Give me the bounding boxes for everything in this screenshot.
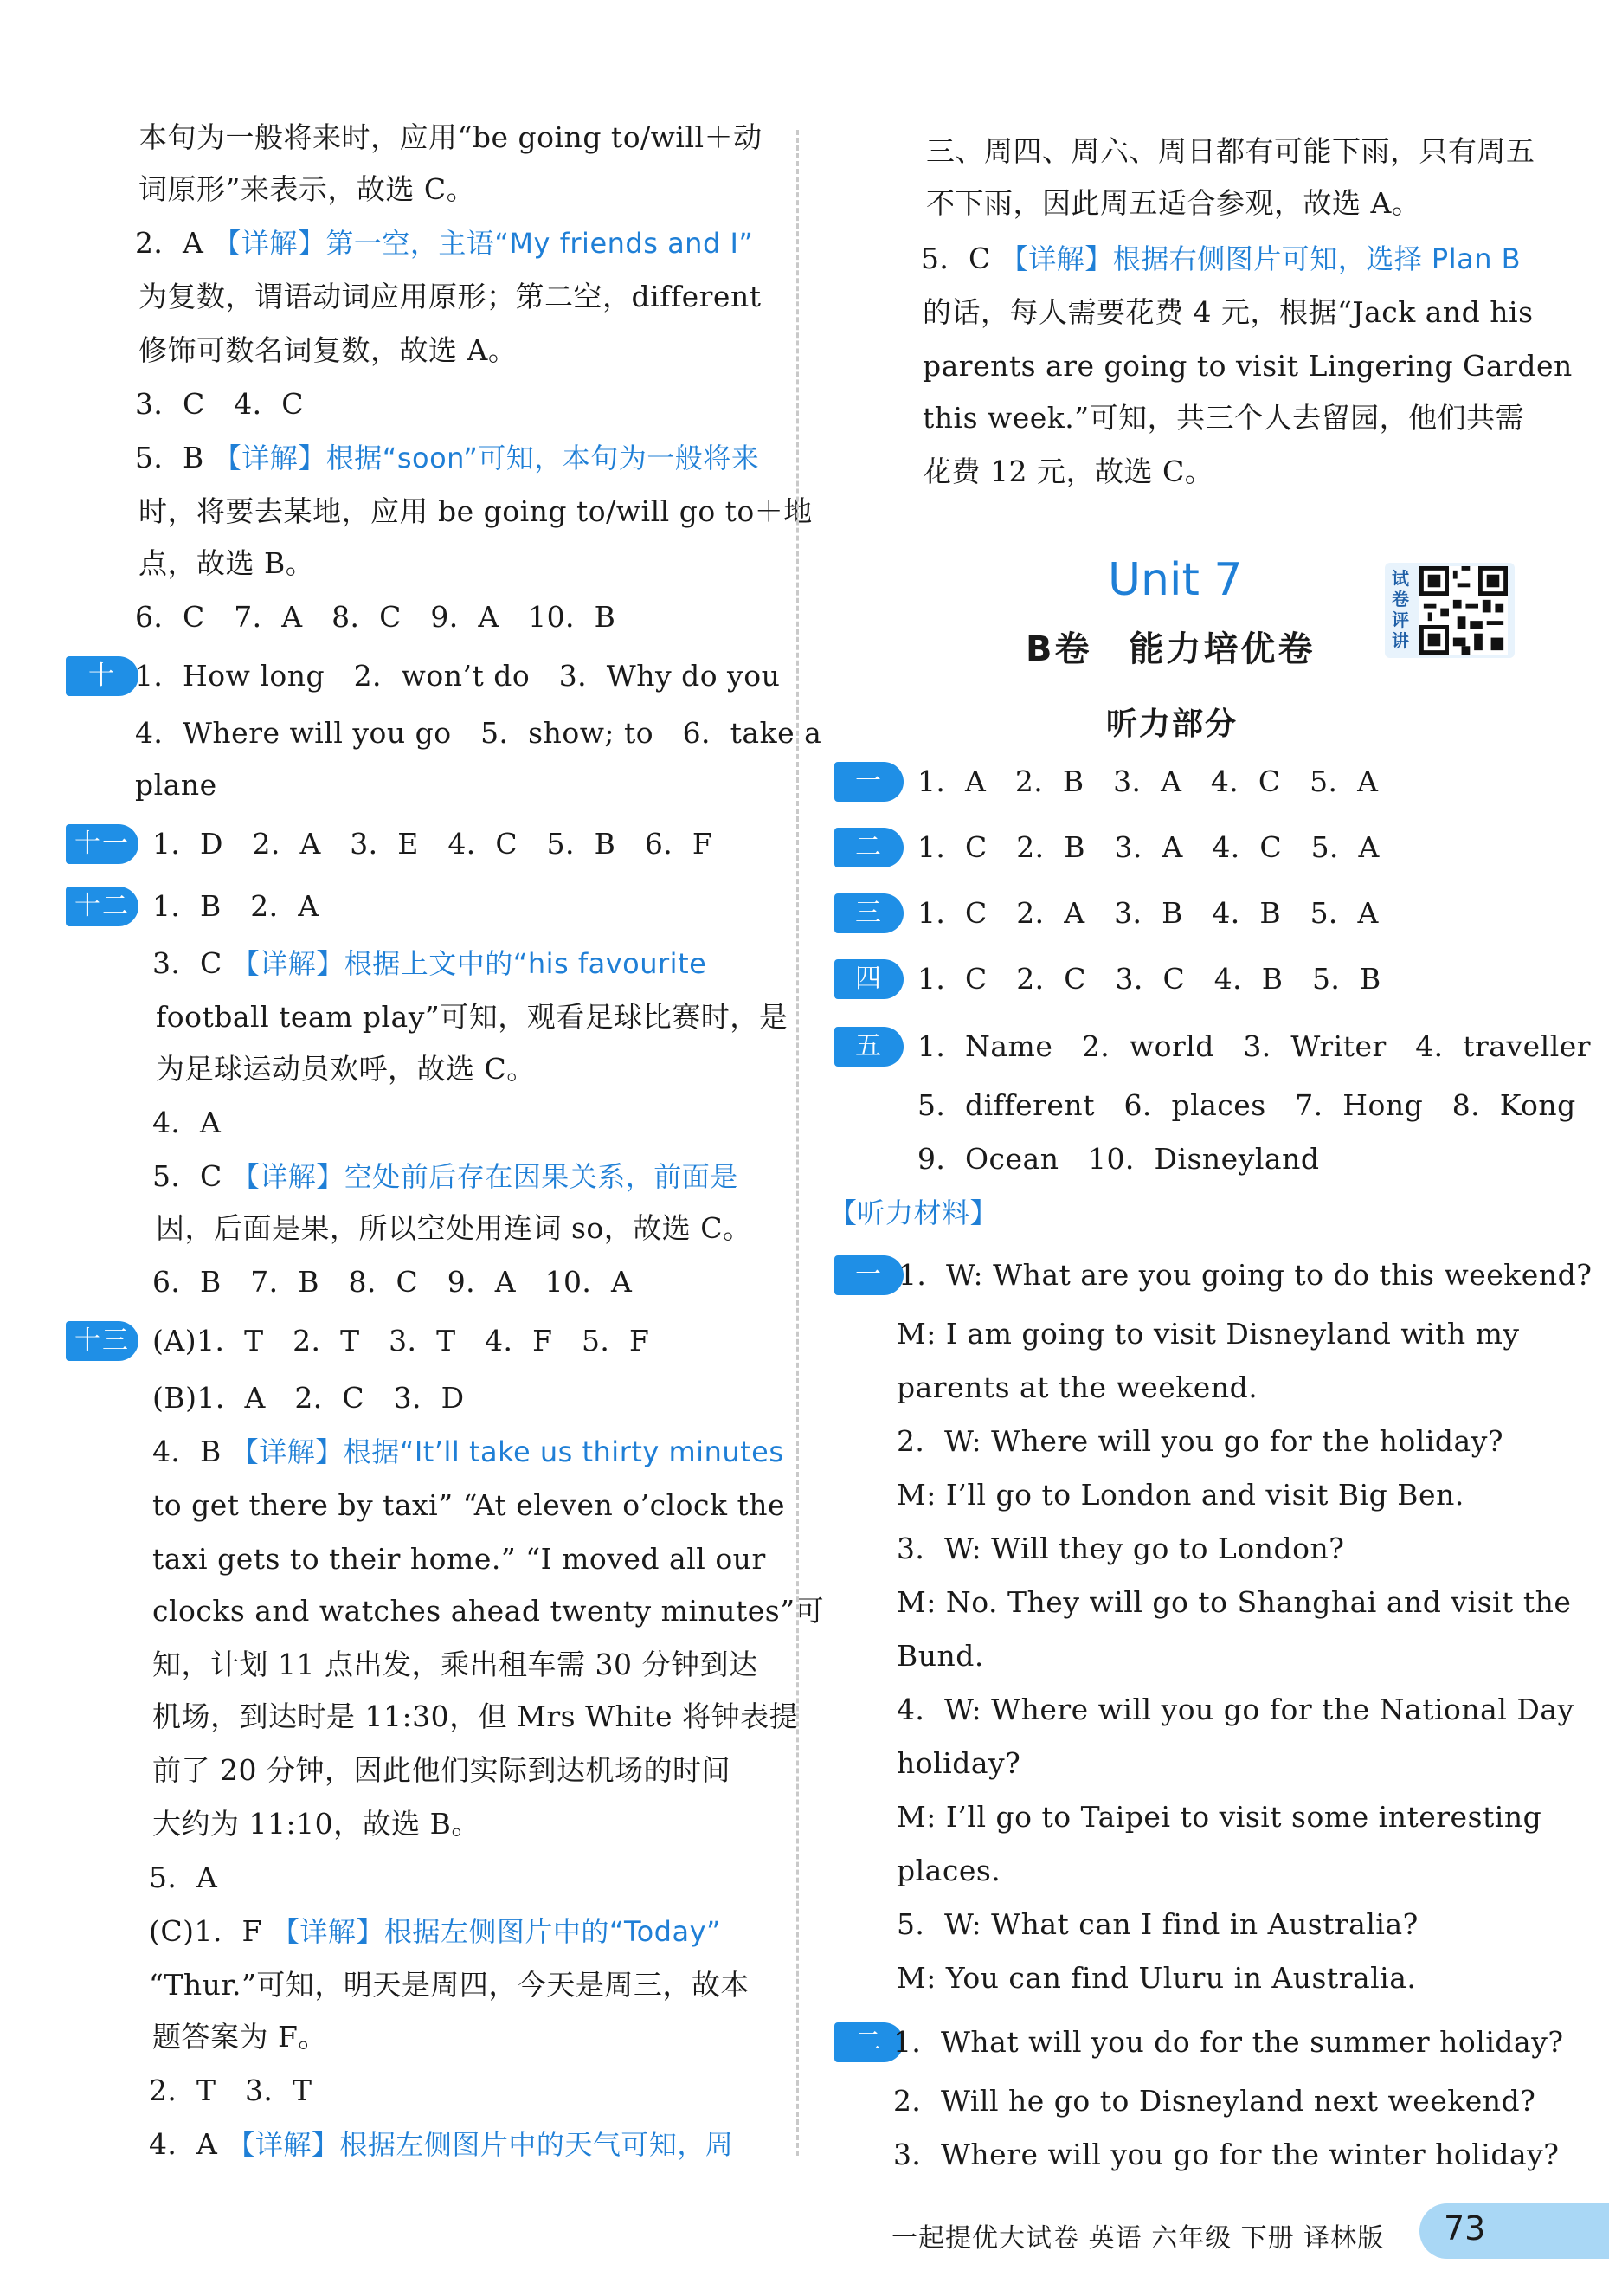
script-line: Bund. [897, 1639, 984, 1673]
text-line: football team play”可知，观看足球比赛时，是 [156, 1000, 788, 1034]
script-line: places. [897, 1854, 1001, 1887]
text-line: 机场，到达时是 11:30，但 Mrs White 将钟表提 [152, 1699, 799, 1733]
text-line: to get there by taxi” “At eleven o’clock the [152, 1488, 786, 1522]
qr-label: 试卷评讲 [1392, 568, 1409, 651]
script-line: 2．Will he go to Disneyland next weekend? [893, 2084, 1536, 2118]
detail-text: 【详解】根据左侧图片中的天气可知，周 [227, 2128, 734, 2161]
detail-text: 【详解】根据右侧图片可知，选择 Plan B [1000, 242, 1522, 275]
section-badge: 十一 [66, 824, 138, 864]
text-line: plane [135, 768, 217, 802]
answer-line: 9．Ocean 10．Disneyland [917, 1142, 1320, 1176]
answer-line [152, 1158, 738, 1195]
script-line: 2．W: Where will you go for the holiday? [897, 1424, 1504, 1458]
script-line: 3．Where will you go for the winter holiday? [893, 2138, 1560, 2171]
answer-line: 4．A [152, 1106, 222, 1139]
answer-line: (B)1．A 2．C 3．D [152, 1381, 465, 1415]
script-line: 5．W: What can I find in Australia? [897, 1907, 1419, 1941]
script-line: 1．What will you do for the summer holiday? [893, 2025, 1564, 2059]
text-line: “Thur.”可知，明天是周四，今天是周三，故本 [149, 1968, 750, 2002]
text-line: this week.”可知，共三个人去留园，他们共需 [923, 401, 1525, 435]
detail-text: 【详解】根据“It’ll take us thirty minutes [230, 1435, 784, 1468]
section-badge: 十二 [66, 887, 138, 926]
text-line: 不下雨，因此周五适合参观，故选 A。 [926, 186, 1421, 220]
unit-title: Unit 7 [1108, 554, 1243, 606]
script-line: M: I’ll go to Taipei to visit some interesting [897, 1800, 1542, 1834]
section-badge: 五 [834, 1027, 904, 1067]
section-badge: 四 [834, 959, 904, 999]
answer-line: (A)1．T 2．T 3．T 4．F 5．F [152, 1324, 650, 1358]
answer-line [135, 440, 759, 476]
column-divider [796, 130, 799, 2156]
script-line: M: I’ll go to London and visit Big Ben. [897, 1478, 1464, 1512]
text-line: 修饰可数名词复数，故选 A。 [138, 333, 518, 367]
script-line: M: You can find Uluru in Australia. [897, 1961, 1417, 1995]
detail-text: 【详解】根据“soon”可知，本句为一般将来 [213, 442, 760, 474]
answer-line [135, 225, 753, 261]
answer-line: 1．C 2．C 3．C 4．B 5．B [917, 962, 1381, 996]
answer-line: 3．C 4．C [135, 387, 304, 421]
text-line: 为足球运动员欢呼，故选 C。 [156, 1052, 536, 1086]
section-badge: 十三 [66, 1321, 138, 1361]
answer-item: (C)1．F [149, 1914, 262, 1948]
text-line: 为复数，谓语动词应用原形；第二空，different [138, 280, 762, 313]
text-line: parents are going to visit Lingering Garden [923, 349, 1573, 383]
script-line: 1．W: What are you going to do this weekend? [898, 1258, 1593, 1292]
answer-line: 6．B 7．B 8．C 9．A 10．A [152, 1265, 633, 1299]
text-line: 前了 20 分钟，因此他们实际到达机场的时间 [152, 1753, 730, 1787]
section-badge: 十 [66, 656, 138, 696]
script-line: parents at the weekend. [897, 1371, 1258, 1404]
text-line: 花费 12 元，故选 C。 [923, 455, 1214, 488]
answer-item: 5．C [921, 242, 991, 275]
answer-item: 5．C [152, 1159, 222, 1193]
script-line: holiday? [897, 1746, 1021, 1780]
page-number: 73 [1444, 2209, 1486, 2248]
answer-line: 5．different 6．places 7．Hong 8．Kong [917, 1088, 1576, 1122]
answer-item: 4．A [149, 2127, 218, 2161]
detail-text: 【详解】根据上文中的“his favourite [231, 947, 707, 980]
text-line: 三、周四、周六、周日都有可能下雨，只有周五 [926, 134, 1535, 168]
answer-line: 1．C 2．A 3．B 4．B 5．A [917, 896, 1379, 930]
unit-subtitle: B卷 能力培优卷 [1026, 629, 1316, 669]
section-badge: 一 [834, 762, 904, 802]
answer-item: 4．B [152, 1435, 222, 1468]
qr-code-icon [1419, 566, 1508, 655]
qr-box [1385, 563, 1515, 658]
text-line: 知，计划 11 点出发，乘出租车需 30 分钟到达 [152, 1648, 758, 1681]
section-badge: 一 [834, 1255, 904, 1295]
answer-line: 6．C 7．A 8．C 9．A 10．B [135, 600, 616, 634]
answer-line: 4．Where will you go 5．show; to 6．take a [135, 716, 822, 750]
text-line: 题答案为 F。 [152, 2020, 327, 2054]
answer-line: 1．How long 2．won’t do 3．Why do you [135, 659, 781, 693]
text-line: 的话，每人需要花费 4 元，根据“Jack and his [923, 295, 1534, 329]
answer-line: 1．C 2．B 3．A 4．C 5．A [917, 830, 1380, 864]
answer-item: 5．B [135, 441, 204, 474]
answer-item: 2．A [135, 226, 204, 260]
detail-text: 【详解】空处前后存在因果关系，前面是 [231, 1160, 738, 1193]
footer-title: 一起提优大试卷 英语 六年级 下册 译林版 [891, 2223, 1385, 2254]
answer-line: 1．D 2．A 3．E 4．C 5．B 6．F [152, 827, 713, 861]
listening-heading: 【听力材料】 [829, 1196, 999, 1229]
section-title: 听力部分 [1106, 706, 1239, 742]
text-line: 词原形”来表示，故选 C。 [138, 172, 476, 206]
text-line: 本句为一般将来时，应用“be going to/will＋动 [138, 120, 763, 154]
script-line: 4．W: Where will you go for the National Day [897, 1693, 1574, 1726]
answer-line [921, 241, 1521, 277]
text-line: 因，后面是果，所以空处用连词 so，故选 C。 [156, 1211, 752, 1245]
text-line: taxi gets to their home.” “I moved all our [152, 1542, 766, 1576]
detail-text: 【详解】根据左侧图片中的“Today” [271, 1915, 722, 1948]
answer-line [149, 2126, 733, 2163]
detail-text: 【详解】第一空，主语“My friends and I” [213, 227, 754, 260]
script-line: M: No. They will go to Shanghai and visit the [897, 1585, 1572, 1619]
section-badge: 二 [834, 2022, 904, 2062]
text-line: clocks and watches ahead twenty minutes”可 [152, 1594, 825, 1628]
text-line: 点，故选 B。 [138, 546, 315, 580]
text-line: 大约为 11:10，故选 B。 [152, 1807, 480, 1841]
script-line: 3．W: Will they go to London? [897, 1532, 1345, 1565]
text-line: 时，将要去某地，应用 be going to/will go to＋地 [138, 494, 813, 528]
answer-line: 1．A 2．B 3．A 4．C 5．A [917, 764, 1379, 798]
answer-line [152, 945, 706, 982]
section-badge: 二 [834, 828, 904, 867]
answer-line: 1．B 2．A [152, 889, 319, 923]
answer-item: 3．C [152, 946, 222, 980]
answer-line: 5．A [149, 1861, 218, 1894]
script-line: M: I am going to visit Disneyland with my [897, 1317, 1520, 1351]
answer-line: 1．Name 2．world 3．Writer 4．traveller [917, 1029, 1592, 1063]
section-badge: 三 [834, 893, 904, 933]
answer-line [149, 1913, 721, 1950]
answer-line: 2．T 3．T [149, 2073, 312, 2107]
answer-line [152, 1434, 784, 1470]
